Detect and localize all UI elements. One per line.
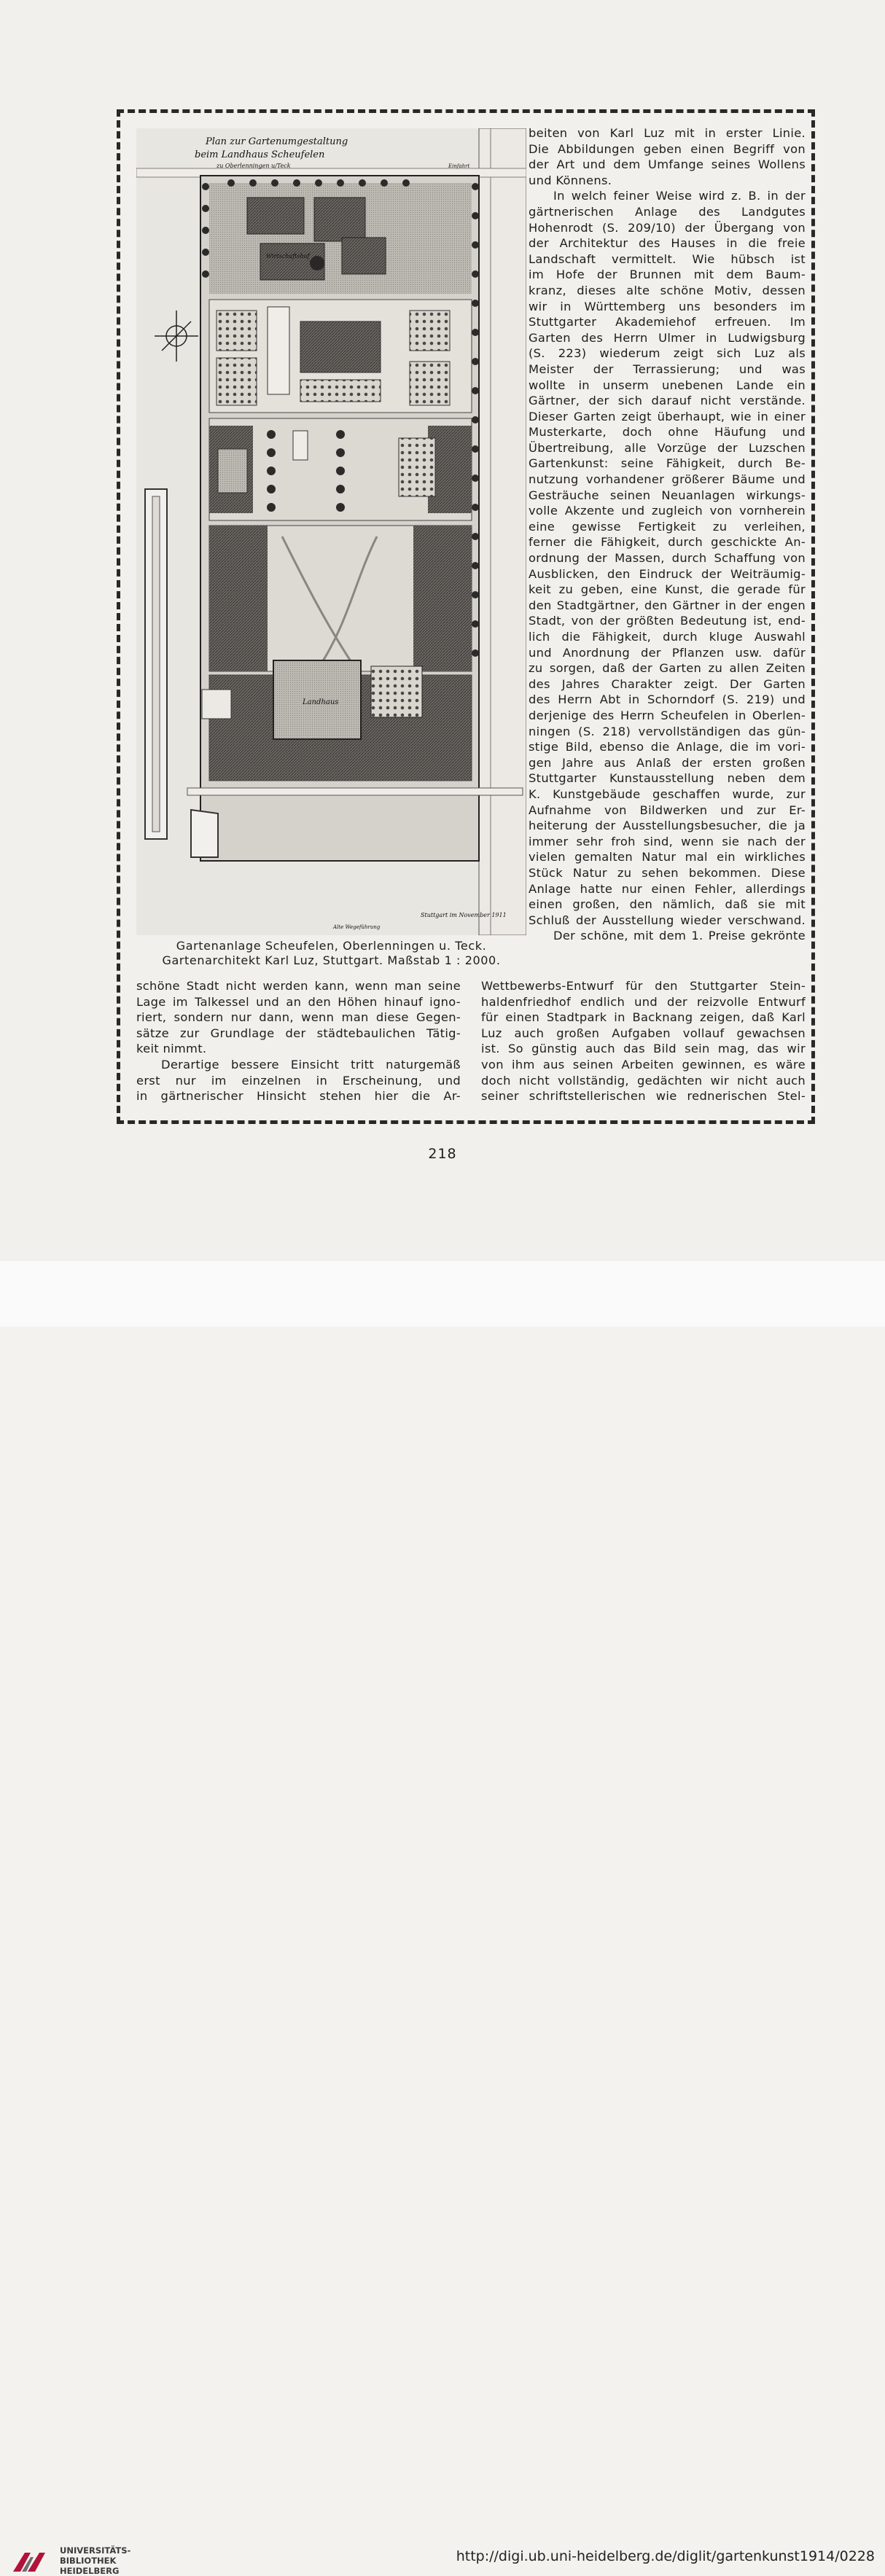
text-line: In welch feiner Weise wird z. B. in der — [553, 189, 806, 203]
text-line: kranz, dieses alte schöne Motiv, dessen — [529, 283, 806, 297]
text-line: Garten des Herrn Ulmer in Ludwigsburg — [529, 330, 806, 345]
text-line: Wettbewerbs-Entwurf für den Stuttgarter Stein- — [481, 979, 806, 993]
text-line: und Könnens. — [529, 173, 612, 187]
text-line: erst nur im einzelnen in Erscheinung, und — [136, 1073, 461, 1088]
text-line: eine gewisse Fertigkeit zu verleihen, — [529, 519, 806, 534]
text-line: der Architektur des Hauses in die freie — [529, 236, 806, 251]
wirtschaftshof-label: Wirtschaftshof — [266, 253, 310, 259]
text-line: ningen (S. 218) vervollständigen das gün- — [529, 724, 806, 738]
text-line: Stadt, von der größten Bedeutung ist, end- — [529, 614, 806, 628]
text-line: lich die Fähigkeit, durch kluge Auswahl — [529, 630, 806, 644]
text-line: einen großen, den nämlich, daß sie mit — [529, 897, 806, 912]
text-line: Gesträuche seinen Neuanlagen wirkungs- — [529, 488, 806, 502]
text-line: wir in Württemberg uns besonders im — [529, 299, 806, 313]
text-line: Landschaft vermittelt. Wie hübsch ist — [529, 251, 806, 266]
text-line: der Art und dem Umfange seines Wollens — [529, 157, 806, 172]
text-line: Stück Natur zu sehen bekommen. Diese — [529, 865, 806, 880]
garden-plan-figure — [136, 128, 526, 935]
text-line: riert, sondern nur dann, wenn man diese Gegen- — [136, 1010, 461, 1025]
text-line: für einen Stadtpark in Backnang zeigen, daß Karl — [481, 1010, 806, 1025]
einfahrt-label: Einfahrt — [448, 163, 470, 169]
plan-title-line-1: Plan zur Gartenumgestaltung — [206, 136, 348, 147]
library-name-line: HEIDELBERG — [60, 2566, 120, 2576]
text-line: Meister der Terrassierung; und was — [529, 362, 806, 376]
text-line: zu sorgen, daß der Garten zu allen Zeiten — [529, 661, 806, 676]
text-line: den Stadtgärtner, den Gärtner in der engen — [529, 598, 806, 612]
page-number: 218 — [428, 1146, 457, 1162]
text-line: doch nicht vollständig, gedächten wir nicht auch — [481, 1073, 806, 1088]
caption-line: Gartenanlage Scheufelen, Oberlenningen u. Teck. — [176, 939, 487, 953]
text-line: ist. So günstig auch das Bild sein mag, das wir — [481, 1042, 806, 1056]
signature-label: Stuttgart im November 1911 — [421, 912, 507, 918]
text-line: wollte in unserm unebenen Lande ein — [529, 378, 806, 392]
text-line: Hohenrodt (S. 209/10) der Übergang von — [529, 220, 806, 235]
text-line: im Hofe der Brunnen mit dem Baum- — [529, 268, 806, 282]
text-line: Schluß der Ausstellung wieder verschwand. — [529, 913, 806, 927]
text-line: keit nimmt. — [136, 1042, 207, 1056]
text-line: Aufnahme von Bildwerken und zur Er- — [529, 803, 806, 817]
text-line: gen Jahre aus Anlaß der ersten großen — [529, 755, 806, 770]
text-line: sätze zur Grundlage der städtebaulichen Tätig- — [136, 1026, 461, 1040]
text-line: Dieser Garten zeigt überhaupt, wie in einer — [529, 409, 806, 424]
plan-title-line-3: zu Oberlenningen u/Teck — [217, 163, 291, 169]
text-line: ferner die Fähigkeit, durch geschickte An- — [529, 535, 806, 550]
text-line: Übertreibung, alle Vorzüge der Luzschen — [529, 440, 806, 455]
text-line: beiten von Karl Luz mit in erster Linie. — [529, 126, 806, 140]
bottom-left-text — [136, 978, 461, 1104]
text-line: volle Akzente und zugleich von vornherein — [529, 504, 806, 518]
alte-wegefuehrung-label: Alte Wegeführung — [333, 924, 381, 930]
text-line: des Jahres Charakter zeigt. Der Garten — [529, 676, 806, 691]
text-line: gärtnerischen Anlage des Landgutes — [529, 204, 806, 219]
text-line: Stuttgarter Akademiehof erfreuen. Im — [529, 315, 806, 329]
right-column-text — [529, 125, 806, 944]
text-line: Derartige bessere Einsicht tritt naturgemäß — [161, 1057, 461, 1072]
text-line: Stuttgarter Kunstausstellung neben dem — [529, 771, 806, 786]
text-line: stige Bild, ebenso die Anlage, die im vori- — [529, 740, 806, 754]
text-line: Gartenkunst: seine Fähigkeit, durch Be- — [529, 456, 806, 471]
text-line: seiner schriftstellerischen wie rednerischen Stel- — [481, 1089, 806, 1104]
figure-caption — [136, 939, 526, 968]
text-line: heiterung der Ausstellungsbesucher, die ja — [529, 819, 806, 833]
library-name — [60, 2545, 130, 2576]
text-line: derjenige des Herrn Scheufelen in Oberlen- — [529, 708, 806, 722]
text-line: keit zu geben, eine Kunst, die gerade für — [529, 582, 806, 597]
permalink-url[interactable]: http://digi.ub.uni-heidelberg.de/diglit/gartenkunst1914/0228 — [456, 2548, 875, 2564]
university-library-logo-icon — [12, 2550, 51, 2575]
text-line: ordnung der Massen, durch Schaffung von — [529, 551, 806, 566]
text-line: schöne Stadt nicht werden kann, wenn man seine — [136, 979, 461, 993]
text-line: in gärtnerischer Hinsicht stehen hier die Ar- — [136, 1089, 461, 1104]
text-line: vielen gemalten Natur mal ein wirkliches — [529, 850, 806, 864]
library-name-line: BIBLIOTHEK — [60, 2556, 117, 2566]
library-name-line: UNIVERSITÄTS- — [60, 2545, 131, 2556]
text-line: Ausblicken, den Eindruck der Weiträumig- — [529, 566, 806, 581]
text-line: (S. 223) wiederum zeigt sich Luz als — [529, 346, 806, 361]
scanned-page — [0, 0, 885, 1261]
text-line: Lage im Talkessel und an den Höhen hinauf igno- — [136, 994, 461, 1009]
text-line: Musterkarte, doch ohne Häufung und — [529, 425, 806, 440]
text-line: Anlage hatte nur einen Fehler, allerdings — [529, 881, 806, 896]
text-line: Gärtner, der sich darauf nicht verstände. — [529, 394, 806, 408]
landhaus-label: Landhaus — [303, 698, 339, 706]
text-line: immer sehr froh sind, wenn sie nach der — [529, 834, 806, 848]
text-line: Der schöne, mit dem 1. Preise gekrönte — [553, 929, 806, 943]
plan-title-line-2: beim Landhaus Scheufelen — [195, 149, 325, 160]
text-line: und Anordnung der Pflanzen usw. dafür — [529, 645, 806, 660]
text-line: Die Abbildungen geben einen Begriff von — [529, 141, 806, 156]
text-line: K. Kunstgebäude geschaffen wurde, zur — [529, 787, 806, 801]
text-line: Luz auch großen Aufgaben vollauf gewachsen — [481, 1026, 806, 1040]
bottom-right-text — [481, 978, 806, 1104]
text-line: des Herrn Abt in Schorndorf (S. 219) und — [529, 692, 806, 707]
caption-line: Gartenarchitekt Karl Luz, Stuttgart. Maßstab 1 : 2000. — [162, 953, 501, 967]
text-line: haldenfriedhof endlich und der reizvolle Entwurf — [481, 994, 806, 1009]
text-line: nutzung vorhandener größerer Bäume und — [529, 472, 806, 487]
text-line: von ihm aus seinen Arbeiten gewinnen, es wäre — [481, 1057, 806, 1072]
viewer-footer — [0, 1261, 885, 2576]
